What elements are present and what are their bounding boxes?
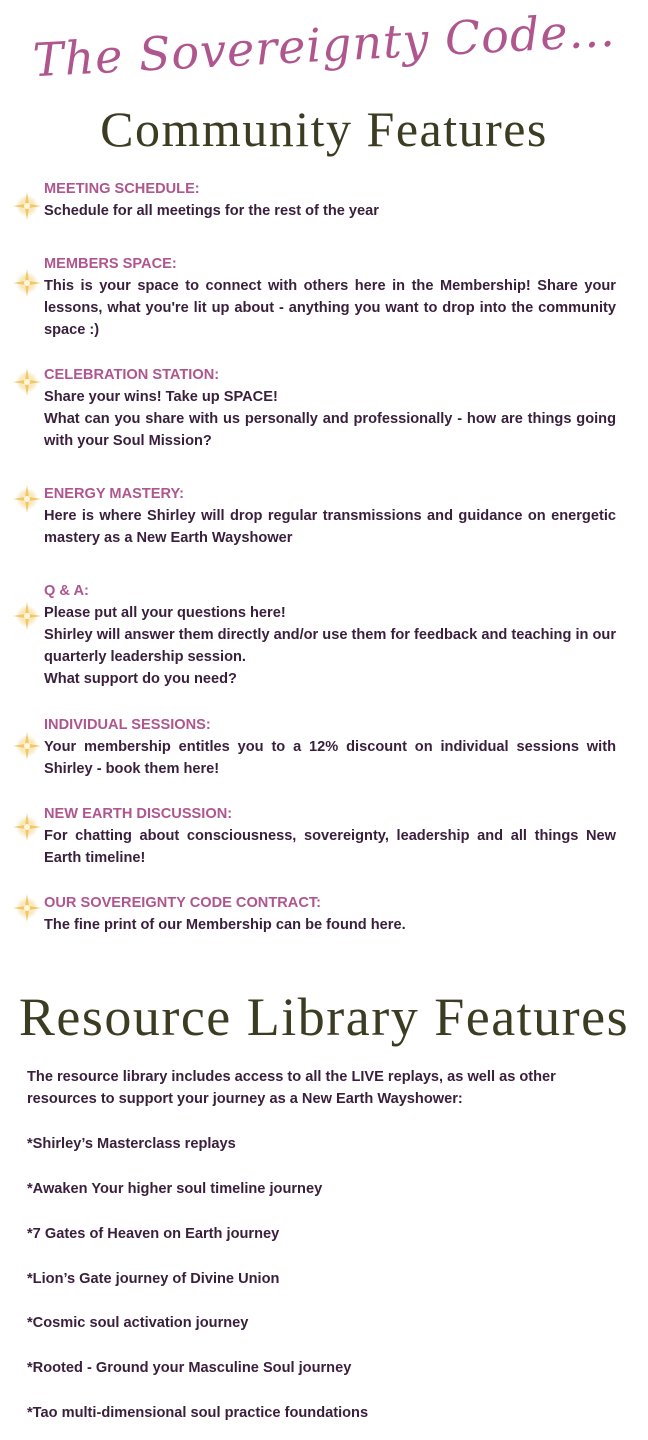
feature-body: Schedule for all meetings for the rest of the year xyxy=(44,203,379,219)
sparkle-icon xyxy=(11,366,43,398)
feature-body-line: What support do you need? xyxy=(44,671,237,687)
sparkle-icon xyxy=(11,483,43,515)
feature-title: INDIVIDUAL SESSIONS: xyxy=(44,717,211,733)
script-title: The Sovereignty Code... xyxy=(31,2,617,88)
feature-body: This is your space to connect with others here in the Membership! Share your lessons, what you're lit up about - anything you want to drop into the community space :) xyxy=(44,278,616,338)
sparkle-icon xyxy=(11,600,43,632)
feature-title: MEMBERS SPACE: xyxy=(44,256,177,272)
feature-members-space[interactable] xyxy=(44,253,616,341)
resource-item[interactable]: *Awaken Your higher soul timeline journey xyxy=(27,1181,323,1197)
feature-title: ENERGY MASTERY: xyxy=(44,486,185,502)
feature-energy-mastery[interactable] xyxy=(44,483,616,549)
feature-new-earth-discussion[interactable] xyxy=(44,803,616,869)
feature-title: MEETING SCHEDULE: xyxy=(44,181,200,197)
sparkle-icon xyxy=(11,267,43,299)
resource-item[interactable]: *Lion’s Gate journey of Divine Union xyxy=(27,1271,280,1287)
feature-body: The fine print of our Membership can be found here. xyxy=(44,917,406,933)
sparkle-icon xyxy=(11,730,43,762)
feature-title: Q & A: xyxy=(44,583,89,599)
feature-body: Your membership entitles you to a 12% discount on individual sessions with Shirley - book them here! xyxy=(44,739,616,777)
feature-title: OUR SOVEREIGNTY CODE CONTRACT: xyxy=(44,895,322,911)
feature-body-line: Please put all your questions here! xyxy=(44,605,286,621)
community-features-title: Community Features xyxy=(100,101,548,157)
feature-body: Here is where Shirley will drop regular transmissions and guidance on energetic mastery as a New Earth Wayshower xyxy=(44,508,616,546)
feature-body-line: What can you share with us personally and professionally - how are things going with your Soul Mission? xyxy=(44,411,616,449)
resource-item[interactable]: *Shirley’s Masterclass replays xyxy=(27,1136,236,1152)
sparkle-icon xyxy=(11,190,43,222)
resource-library-title: Resource Library Features xyxy=(18,987,630,1047)
resource-library-intro: The resource library includes access to all the LIVE replays, as well as other resources to support your journey as a New Earth Wayshower: xyxy=(27,1069,556,1107)
feature-body: For chatting about consciousness, sovereignty, leadership and all things New Earth timeline! xyxy=(44,828,616,866)
feature-q-and-a[interactable] xyxy=(44,580,616,690)
feature-body-line: Share your wins! Take up SPACE! xyxy=(44,389,278,405)
feature-title: NEW EARTH DISCUSSION: xyxy=(44,806,233,822)
resource-item[interactable]: *7 Gates of Heaven on Earth journey xyxy=(27,1226,280,1242)
feature-sovereignty-code-contract[interactable] xyxy=(44,892,616,936)
resource-item[interactable]: *Cosmic soul activation journey xyxy=(27,1315,249,1331)
feature-meeting-schedule[interactable] xyxy=(44,178,616,222)
resource-item[interactable]: *Rooted - Ground your Masculine Soul journey xyxy=(27,1360,352,1376)
sparkle-icon xyxy=(11,811,43,843)
feature-title: CELEBRATION STATION: xyxy=(44,367,220,383)
resource-item[interactable]: *Tao multi-dimensional soul practice foundations xyxy=(27,1405,369,1421)
feature-individual-sessions[interactable] xyxy=(44,714,616,780)
feature-celebration-station[interactable] xyxy=(44,364,616,452)
feature-body-line: Shirley will answer them directly and/or use them for feedback and teaching in our quarterly leadership session. xyxy=(44,627,616,665)
sparkle-icon xyxy=(11,892,43,924)
